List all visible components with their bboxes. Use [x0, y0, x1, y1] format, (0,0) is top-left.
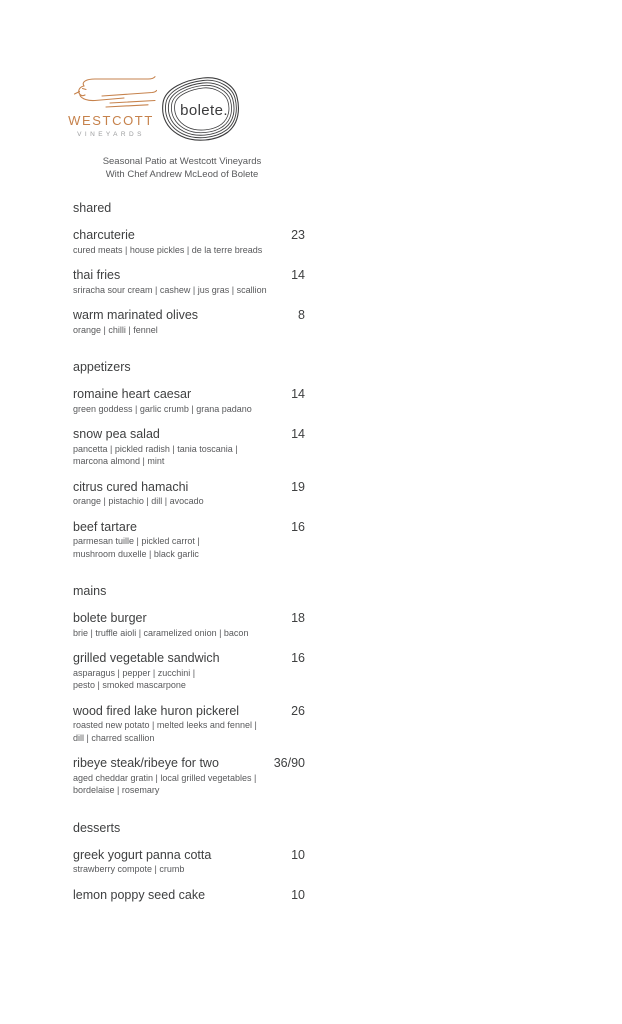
item-price: 14 — [291, 268, 305, 282]
item-description — [73, 772, 305, 797]
item-name: citrus cured hamachi — [73, 479, 189, 494]
menu-item — [73, 756, 305, 797]
item-description — [73, 719, 305, 744]
item-price: 26 — [291, 703, 305, 718]
item-description — [73, 863, 305, 876]
menu-item — [73, 387, 305, 415]
item-description-line: sriracha sour cream | cashew | jus gras | scallion — [73, 284, 267, 295]
tagline-line-2: With Chef Andrew McLeod of Bolete — [105, 168, 259, 180]
item-name: beef tartare — [73, 519, 137, 534]
item-name: bolete burger — [73, 611, 147, 625]
menu-item-header — [73, 848, 305, 862]
menu-item-header — [73, 308, 305, 322]
tagline — [66, 156, 298, 181]
menu-item — [73, 888, 305, 902]
item-price: 23 — [291, 228, 305, 242]
section-title: shared — [73, 201, 112, 215]
item-price: 8 — [298, 308, 305, 322]
item-description-line: brie | truffle aioli | caramelized onion | bacon — [73, 627, 249, 638]
menu-item-header — [73, 611, 305, 625]
item-description — [73, 244, 305, 257]
item-price: 18 — [291, 611, 305, 625]
menu-item — [73, 520, 305, 561]
item-description — [73, 443, 305, 468]
item-name: wood fired lake huron pickerel — [73, 703, 240, 718]
item-description — [73, 284, 305, 297]
item-description-line: cured meats | house pickles | de la terre breads — [73, 244, 263, 255]
item-price: 16 — [291, 519, 305, 534]
item-name: warm marinated olives — [73, 308, 199, 322]
item-description-line: bordelaise | rosemary — [73, 785, 160, 795]
item-price: 16 — [291, 651, 305, 665]
item-price: 10 — [291, 847, 305, 862]
item-description-line: asparagus | pepper | zucchini | — [73, 667, 196, 678]
bolete-logo — [158, 75, 244, 145]
menu-item-header — [73, 480, 305, 494]
menu-item — [73, 848, 305, 876]
item-description-line: marcona almond | mint — [73, 456, 165, 466]
item-price: 14 — [291, 387, 305, 401]
item-description-line: strawberry compote | crumb — [73, 864, 185, 874]
item-description-line: roasted new potato | melted leeks and fennel | — [73, 720, 257, 730]
item-name: snow pea salad — [73, 427, 160, 441]
menu-item-header — [73, 520, 305, 534]
item-name: lemon poppy seed cake — [73, 887, 206, 902]
item-name: romaine heart caesar — [73, 387, 192, 401]
menu — [73, 196, 305, 902]
item-description-line: pesto | smoked mascarpone — [73, 680, 186, 690]
item-description-line: parmesan tuille | pickled carrot | — [73, 536, 200, 546]
menu-item-header — [73, 268, 305, 282]
item-description — [73, 403, 305, 416]
item-description-line: orange | chilli | fennel — [73, 324, 158, 335]
westcott-vineyards-logo — [62, 76, 160, 138]
item-name: ribeye steak/ribeye for two — [73, 756, 219, 770]
menu-item — [73, 228, 305, 256]
menu-item — [73, 480, 305, 508]
section-title: appetizers — [73, 360, 131, 374]
menu-item-header — [73, 704, 305, 718]
menu-item-header — [73, 888, 305, 902]
menu-section — [73, 360, 305, 560]
menu-section — [73, 201, 305, 336]
menu-item-header — [73, 427, 305, 441]
item-description — [73, 535, 305, 560]
item-price: 14 — [291, 427, 305, 441]
menu-section — [73, 821, 305, 902]
item-description-line: dill | charred scallion — [73, 732, 155, 743]
westcott-wordmark: WESTCOTT — [68, 113, 154, 128]
item-description — [73, 627, 305, 640]
menu-item-header — [73, 387, 305, 401]
item-description — [73, 667, 305, 692]
item-name: grilled vegetable sandwich — [73, 651, 220, 665]
item-name: thai fries — [73, 268, 121, 282]
item-description — [73, 495, 305, 508]
item-name: greek yogurt panna cotta — [73, 847, 212, 862]
menu-item-header — [73, 228, 305, 242]
item-description-line: green goddess | garlic crumb | grana padano — [73, 403, 252, 414]
section-title: mains — [73, 584, 107, 598]
item-description-line: mushroom duxelle | black garlic — [73, 548, 199, 559]
tagline-line-1: Seasonal Patio at Westcott Vineyards — [102, 156, 262, 167]
item-description-line: orange | pistachio | dill | avocado — [73, 496, 204, 506]
bolete-wordmark: bolete. — [180, 101, 228, 119]
menu-item — [73, 611, 305, 639]
menu-item — [73, 268, 305, 296]
item-description — [73, 324, 305, 337]
item-price: 19 — [291, 479, 305, 494]
menu-item-header — [73, 756, 305, 770]
westcott-vineyards-label: VINEYARDS — [77, 131, 145, 138]
item-description-line: aged cheddar gratin | local grilled vegetables | — [73, 772, 257, 783]
westcott-bird-icon — [62, 76, 160, 110]
item-name: charcuterie — [73, 228, 135, 242]
item-price: 36/90 — [273, 756, 305, 770]
menu-item — [73, 704, 305, 745]
item-price: 10 — [291, 887, 305, 902]
menu-section — [73, 584, 305, 797]
menu-item — [73, 651, 305, 692]
section-title: desserts — [73, 820, 121, 835]
menu-item — [73, 427, 305, 468]
menu-item — [73, 308, 305, 336]
item-description-line: pancetta | pickled radish | tania toscania | — [73, 443, 238, 454]
menu-item-header — [73, 651, 305, 665]
